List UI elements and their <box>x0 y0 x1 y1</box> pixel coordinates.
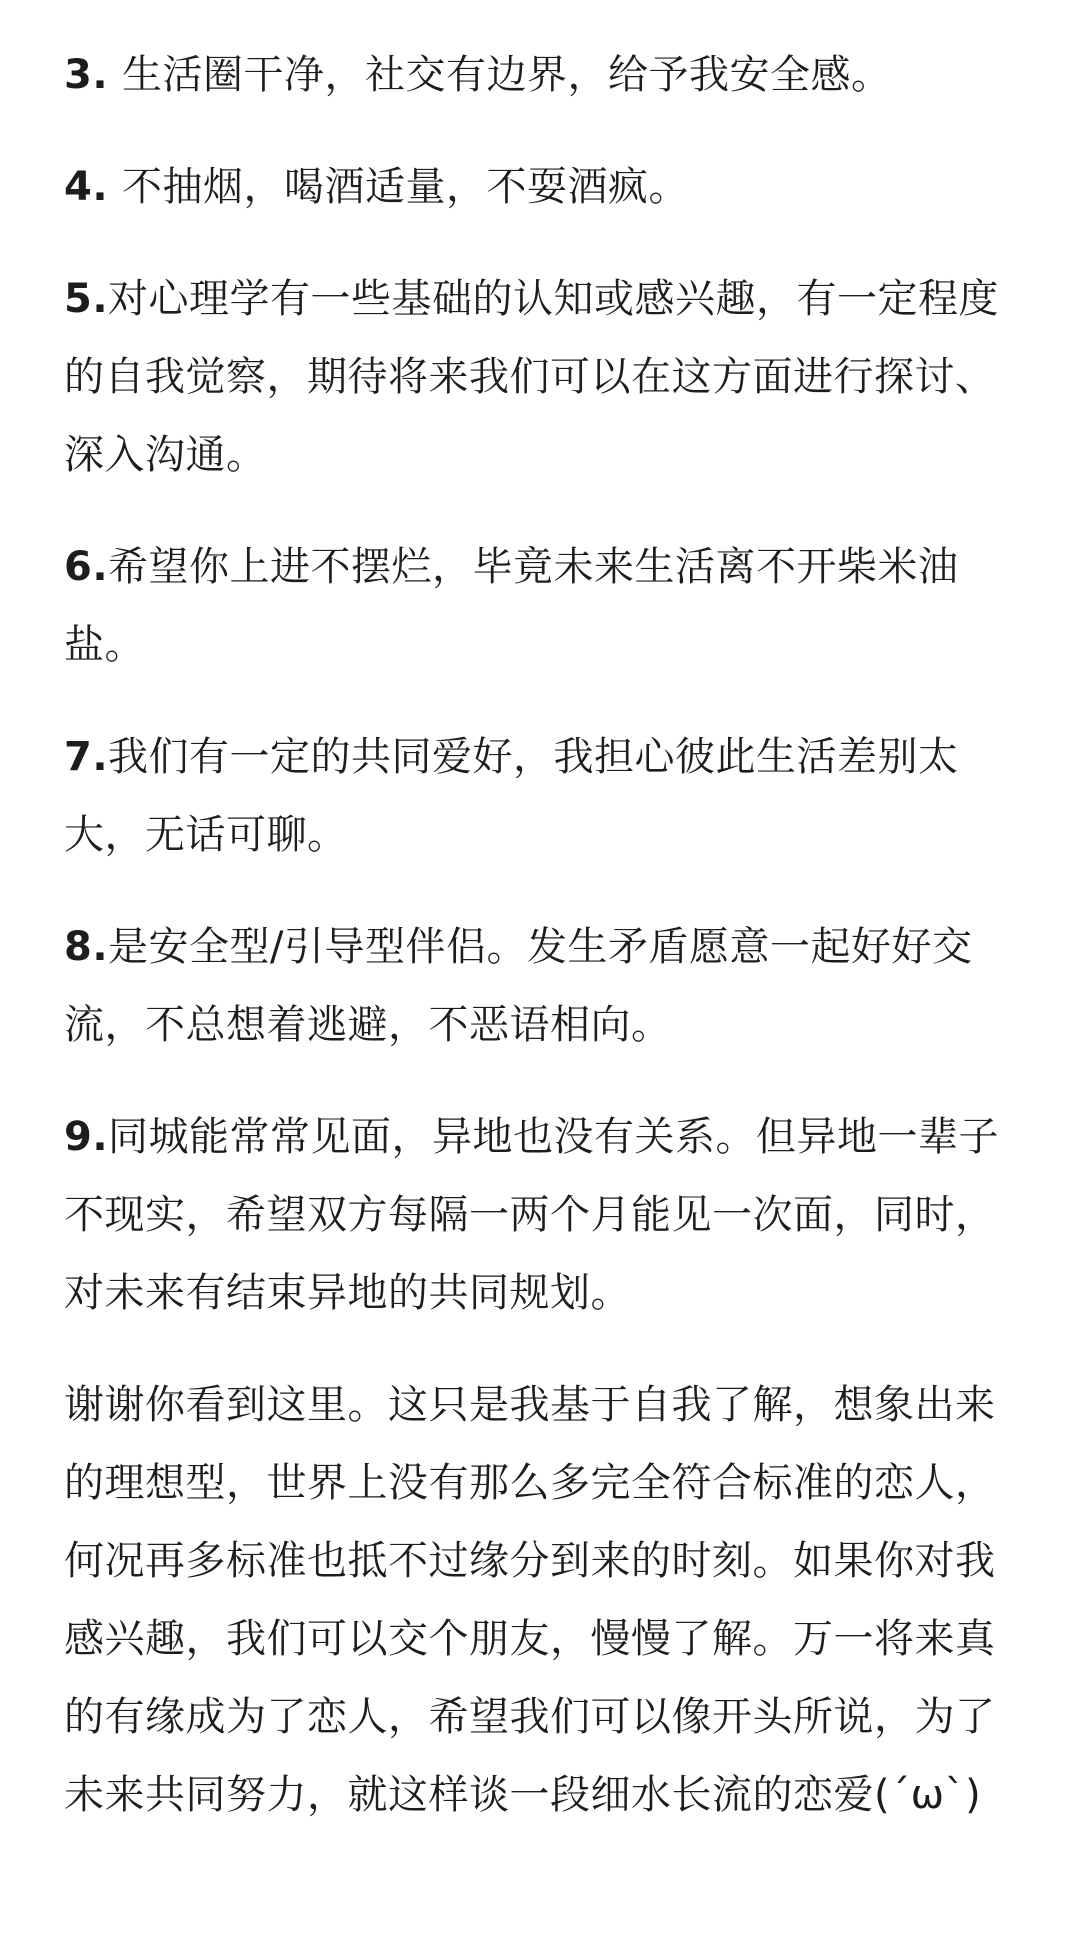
item-text: 生活圈干净，社交有边界，给予我安全感。 <box>122 52 892 98</box>
item-text: 是安全型/引导型伴侣。发生矛盾愿意一起好好交流，不总想着逃避，不恶语相向。 <box>64 924 973 1048</box>
article-body <box>64 36 1024 1868</box>
item-text: 同城能常常见面，异地也没有关系。但异地一辈子不现实，希望双方每隔一两个月能见一次面，同时，对未来有结束异地的共同规划。 <box>64 1114 1000 1316</box>
list-item-6 <box>64 528 1024 684</box>
list-item-7 <box>64 718 1024 874</box>
item-number: 8. <box>64 924 109 970</box>
item-text: 我们有一定的共同爱好，我担心彼此生活差别太大，无话可聊。 <box>64 734 959 858</box>
item-number: 7. <box>64 734 109 780</box>
list-item-8 <box>64 908 1024 1064</box>
closing-paragraph: 谢谢你看到这里。这只是我基于自我了解，想象出来的理想型，世界上没有那么多完全符合标准的恋人，何况再多标准也抵不过缘分到来的时刻。如果你对我感兴趣，我们可以交个朋友，慢慢了解。万一将来真的有缘成为了恋人，希望我们可以像开头所说，为了未来共同努力，就这样谈一段细水长流的恋爱(´ω`) <box>64 1382 996 1818</box>
list-item-5 <box>64 260 1024 494</box>
item-number: 9. <box>64 1114 109 1160</box>
item-text: 不抽烟，喝酒适量，不耍酒疯。 <box>122 164 690 210</box>
item-number: 5. <box>64 276 109 322</box>
list-item-3 <box>64 36 1024 114</box>
item-number: 3. <box>64 52 109 98</box>
list-item-9 <box>64 1098 1024 1332</box>
item-number: 4. <box>64 164 109 210</box>
item-number: 6. <box>64 544 109 590</box>
item-text: 希望你上进不摆烂，毕竟未来生活离不开柴米油盐。 <box>64 544 959 668</box>
list-item-4 <box>64 148 1024 226</box>
item-text: 对心理学有一些基础的认知或感兴趣，有一定程度的自我觉察，期待将来我们可以在这方面进行探讨、深入沟通。 <box>64 276 1000 478</box>
